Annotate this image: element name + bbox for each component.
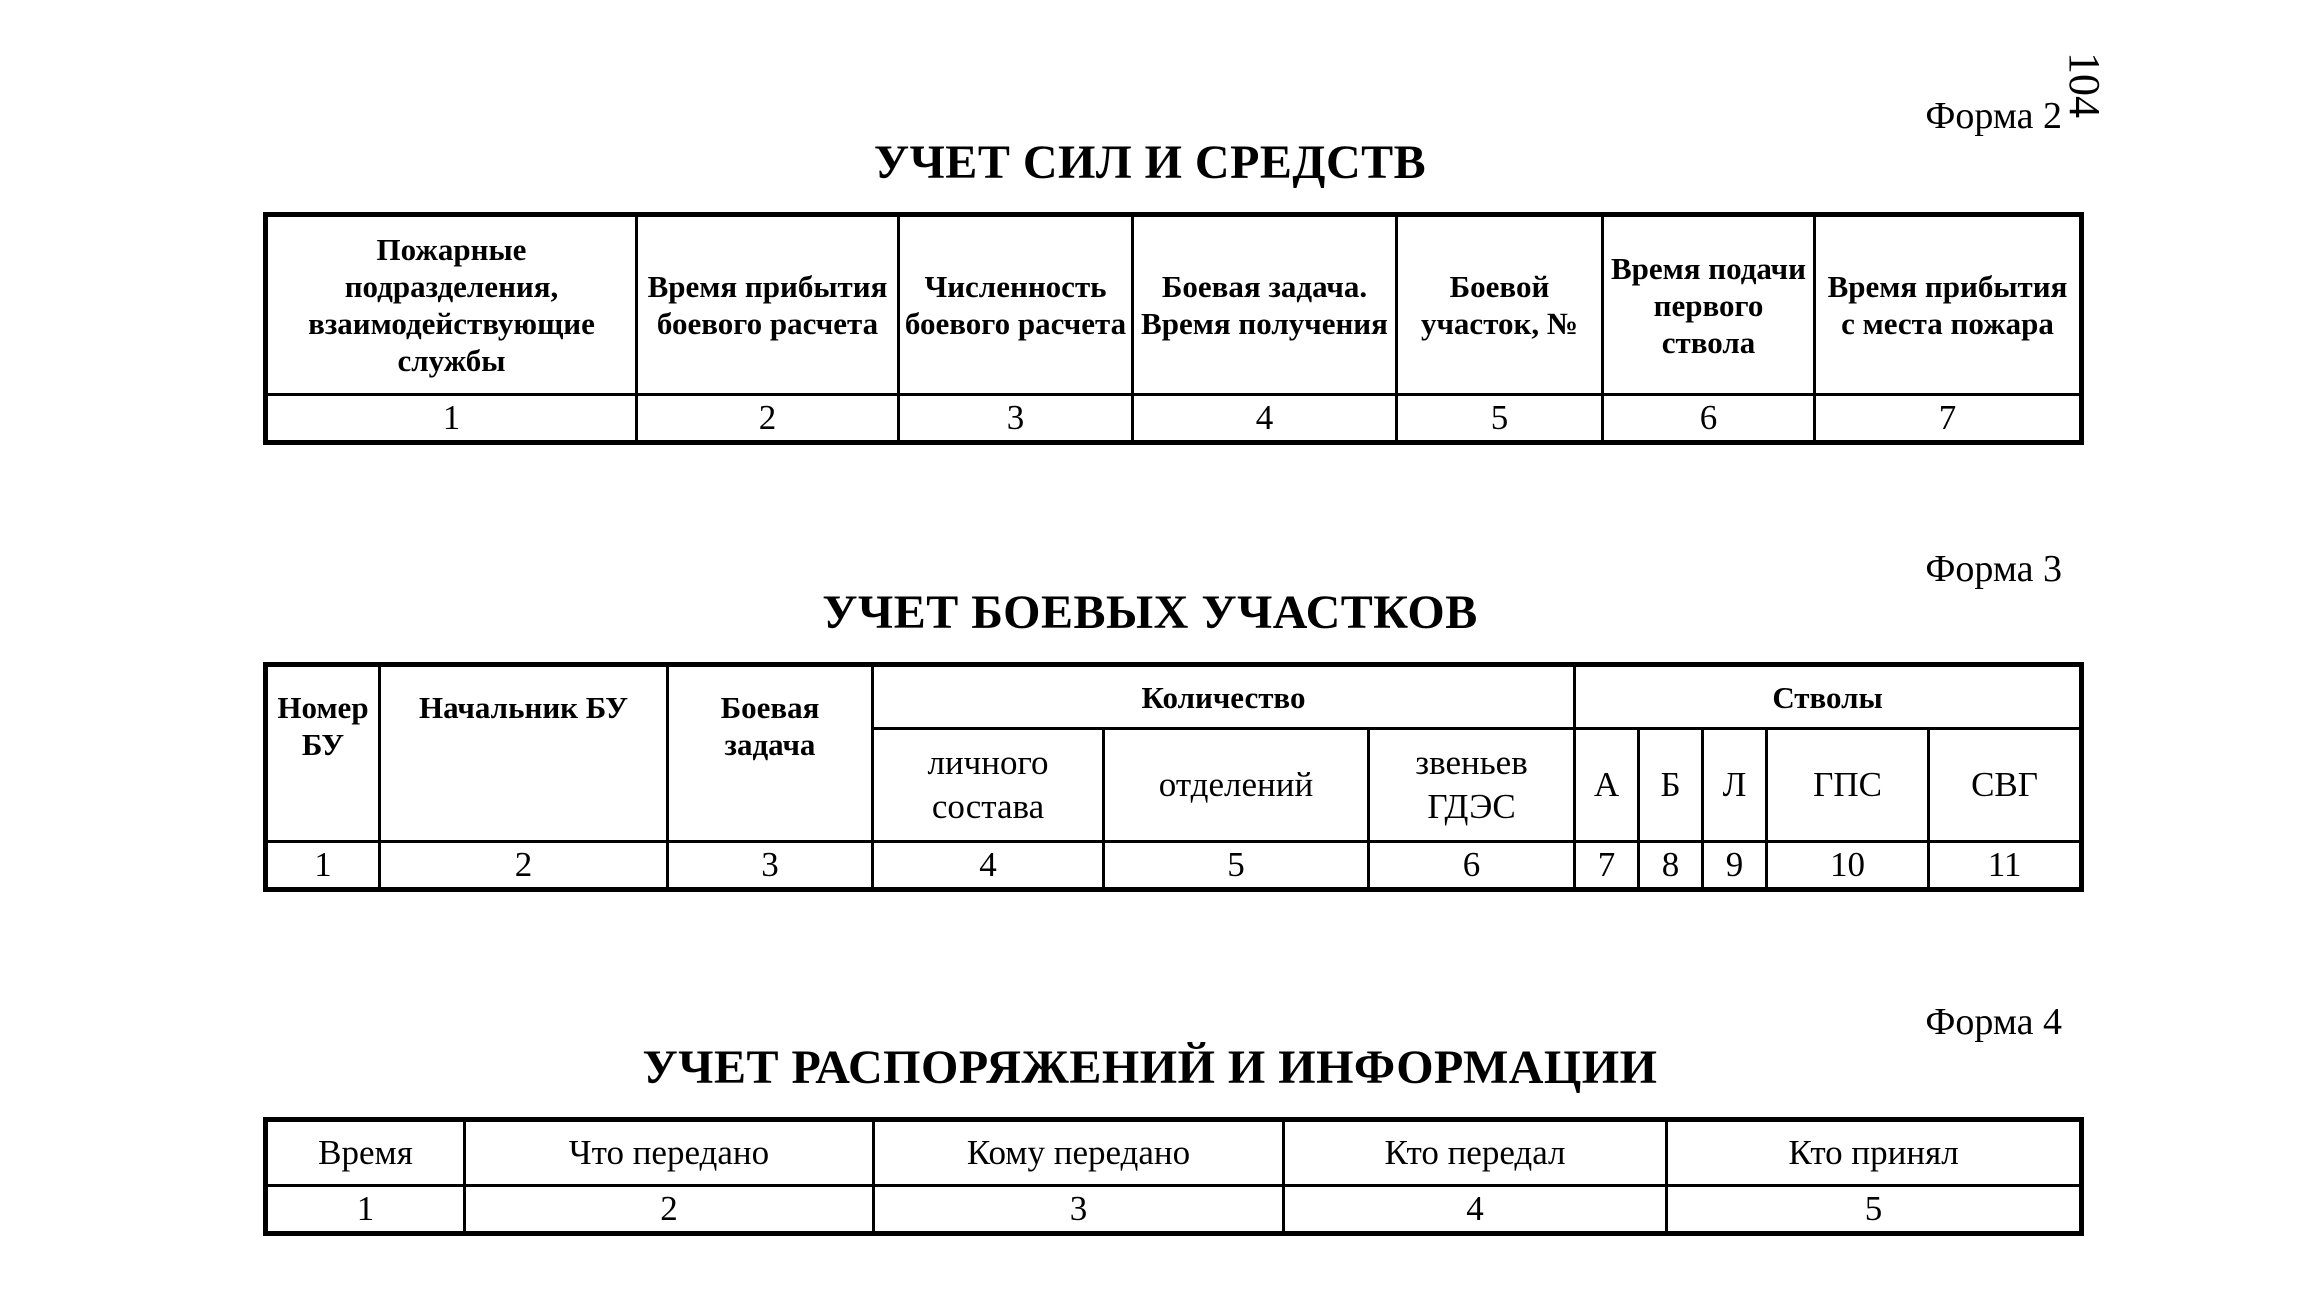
column-number: 3 — [668, 842, 873, 890]
header-cell: Кто передал — [1284, 1120, 1667, 1186]
form-4-title: УЧЕТ РАСПОРЯЖЕНИЙ И ИНФОРМАЦИИ — [642, 1041, 1658, 1094]
header-cell: Пожарные подразделения, взаимодействующие службы — [266, 215, 637, 395]
column-number: 2 — [637, 395, 899, 443]
column-number: 10 — [1767, 842, 1929, 890]
column-number: 2 — [380, 842, 668, 890]
header-cell: Время прибытия боевого расчета — [637, 215, 899, 395]
column-number-row — [266, 395, 2082, 443]
table-header-row — [266, 665, 2082, 729]
header-cell: Кому передано — [874, 1120, 1284, 1186]
table-header-row — [266, 1120, 2082, 1186]
header-cell: ГПС — [1767, 729, 1929, 842]
header-cell: Боевая задача — [668, 665, 873, 842]
column-number-row — [266, 1186, 2082, 1234]
form-3-label: Форма 3 — [1925, 548, 2062, 590]
forces-and-means-table — [263, 212, 2084, 445]
column-number: 3 — [899, 395, 1133, 443]
column-number: 3 — [874, 1186, 1284, 1234]
form-2-label: Форма 2 — [1925, 95, 2062, 137]
column-number: 6 — [1603, 395, 1815, 443]
column-number: 11 — [1929, 842, 2082, 890]
column-number: 6 — [1369, 842, 1575, 890]
page-number: 104 — [2060, 52, 2109, 118]
header-cell: Время — [266, 1120, 465, 1186]
header-cell: отделений — [1104, 729, 1369, 842]
orders-and-information-table — [263, 1117, 2084, 1236]
header-cell: Боевая задача. Время получения — [1133, 215, 1397, 395]
header-cell: личного состава — [873, 729, 1104, 842]
column-number: 5 — [1397, 395, 1603, 443]
header-cell: Боевой участок, № — [1397, 215, 1603, 395]
header-cell: Б — [1639, 729, 1703, 842]
column-number: 7 — [1815, 395, 2082, 443]
header-cell: Время прибытия с места пожара — [1815, 215, 2082, 395]
header-cell: Начальник БУ — [380, 665, 668, 842]
form-3-title: УЧЕТ БОЕВЫХ УЧАСТКОВ — [822, 586, 1478, 639]
header-cell: Кто принял — [1667, 1120, 2082, 1186]
header-cell: А — [1575, 729, 1639, 842]
column-number: 2 — [465, 1186, 874, 1234]
column-number: 4 — [1284, 1186, 1667, 1234]
combat-sections-table — [263, 662, 2084, 892]
column-number: 1 — [266, 842, 380, 890]
header-cell: Что передано — [465, 1120, 874, 1186]
column-number: 1 — [266, 395, 637, 443]
header-cell: Л — [1703, 729, 1767, 842]
header-group-cell: Стволы — [1575, 665, 2082, 729]
form-4-label: Форма 4 — [1925, 1001, 2062, 1043]
header-cell: СВГ — [1929, 729, 2082, 842]
column-number: 5 — [1104, 842, 1369, 890]
column-number: 4 — [873, 842, 1104, 890]
header-group-cell: Количество — [873, 665, 1575, 729]
header-cell: звеньев ГДЭС — [1369, 729, 1575, 842]
column-number: 7 — [1575, 842, 1639, 890]
table-header-row — [266, 215, 2082, 395]
column-number: 8 — [1639, 842, 1703, 890]
column-number: 1 — [266, 1186, 465, 1234]
header-cell: Номер БУ — [266, 665, 380, 842]
column-number: 4 — [1133, 395, 1397, 443]
header-cell: Численность боевого расчета — [899, 215, 1133, 395]
column-number-row — [266, 842, 2082, 890]
column-number: 9 — [1703, 842, 1767, 890]
column-number: 5 — [1667, 1186, 2082, 1234]
header-cell: Время подачи первого ствола — [1603, 215, 1815, 395]
form-2-title: УЧЕТ СИЛ И СРЕДСТВ — [873, 136, 1427, 189]
